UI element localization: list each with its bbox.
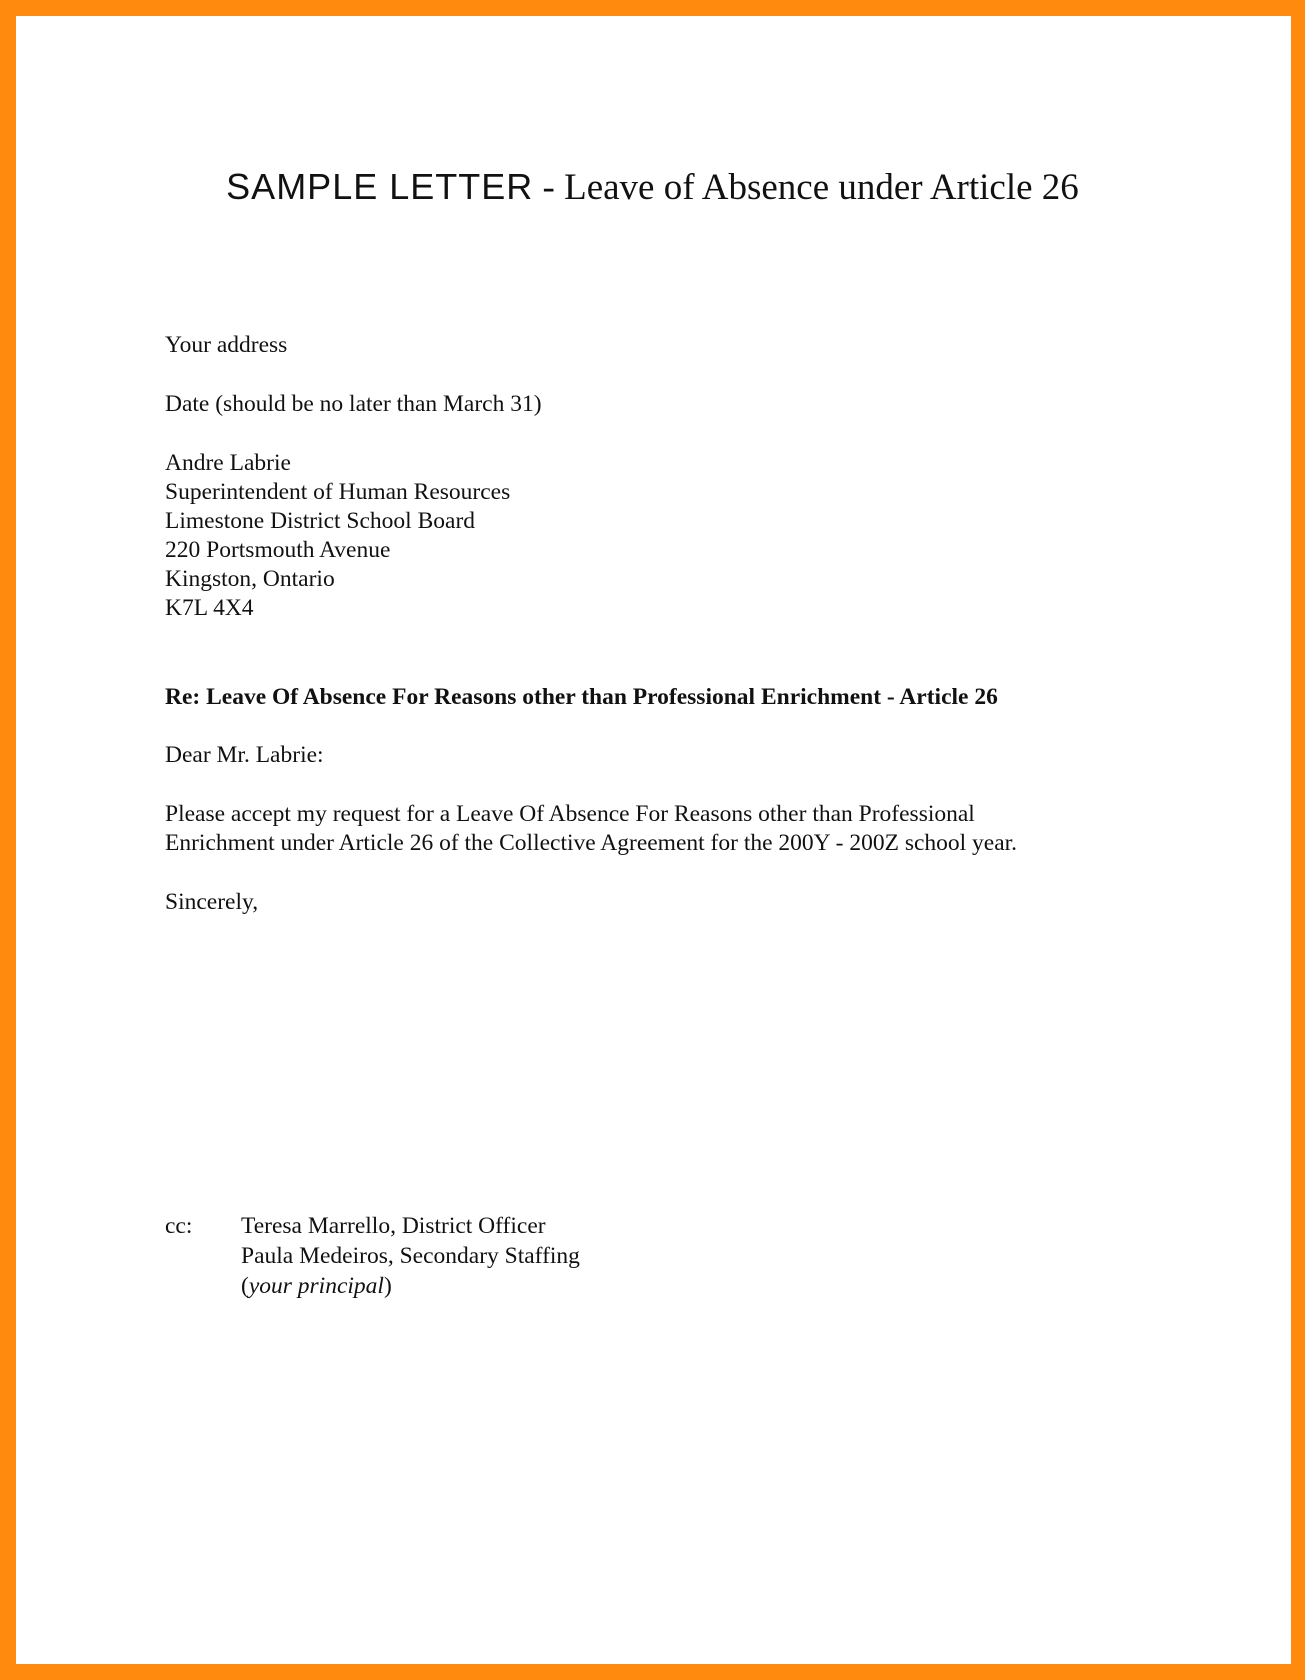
date-line: Date (should be no later than March 31) [165, 391, 542, 417]
closing: Sincerely, [165, 889, 259, 915]
recipient-position: Superintendent of Human Resources [165, 479, 511, 505]
cc-recipient-3 [241, 1271, 392, 1301]
cc-recipient-2: Paula Medeiros, Secondary Staffing [241, 1243, 580, 1269]
recipient-organization: Limestone District School Board [165, 508, 476, 534]
cc-label: cc: [165, 1213, 193, 1239]
body-line-2: Enrichment under Article 26 of the Collective Agreement for the 200Y - 200Z school year. [165, 830, 1018, 856]
subject-line: Re: Leave Of Absence For Reasons other than Professional Enrichment - Article 26 [165, 684, 998, 710]
body-line-1: Please accept my request for a Leave Of Absence For Reasons other than Professional [165, 801, 975, 827]
cc-recipient-1: Teresa Marrello, District Officer [241, 1213, 546, 1239]
cc-paren-close: ) [383, 1273, 392, 1299]
title-sample-letter: SAMPLE LETTER [226, 166, 534, 207]
cc-paren-open: ( [241, 1273, 249, 1299]
recipient-postal-code: K7L 4X4 [165, 595, 254, 621]
sender-address: Your address [165, 332, 288, 358]
recipient-name: Andre Labrie [165, 450, 291, 476]
title-subject: - Leave of Absence under Article 26 [533, 167, 1079, 208]
salutation: Dear Mr. Labrie: [165, 742, 324, 768]
cc-your-principal: your principal [248, 1273, 384, 1299]
letter-title [0, 167, 1305, 215]
recipient-city: Kingston, Ontario [165, 566, 335, 592]
recipient-street: 220 Portsmouth Avenue [165, 537, 391, 563]
